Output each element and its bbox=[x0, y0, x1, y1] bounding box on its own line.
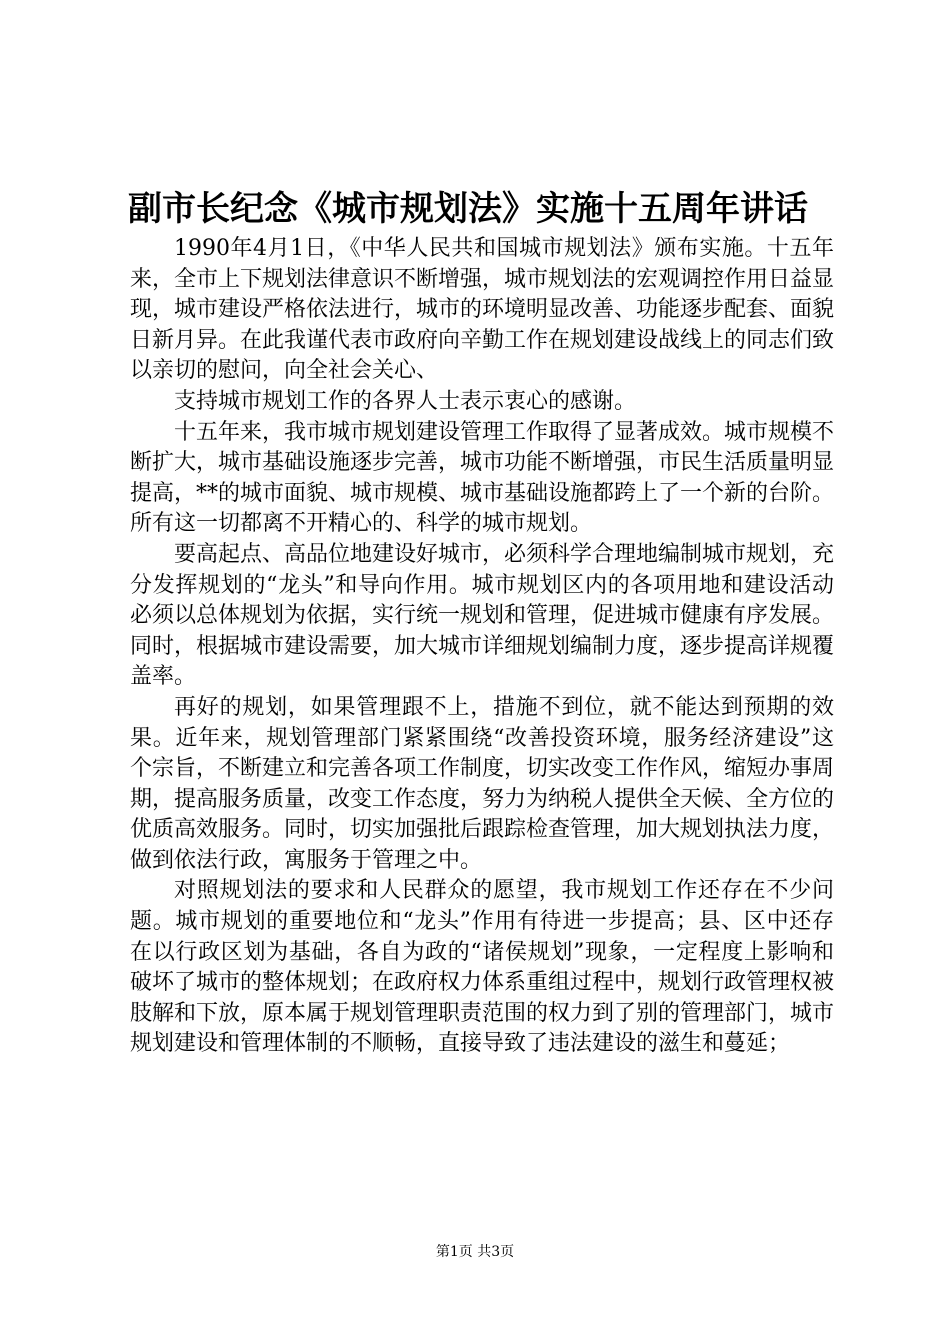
paragraph-1: 1990年4月1日，《中华人民共和国城市规划法》颁布实施。十五年来，全市上下规划法律意识不断增强，城市规划法的宏观调控作用日益显现，城市建设严格依法进行，城市的环境明显改善、功能逐步配套、面貌日新月异。在此我谨代表市政府向辛勤工作在规划建设战线上的同志们致以亲切的慰问，向全社会关心、 bbox=[130, 236, 835, 384]
paragraph-5: 再好的规划，如果管理跟不上，措施不到位，就不能达到预期的效果。近年来，规划管理部门紧紧围绕“改善投资环境，服务经济建设”这个宗旨，不断建立和完善各项工作制度，切实改变工作作风，缩短办事周期，提高服务质量，改变工作态度，努力为纳税人提供全天候、全方位的优质高效服务。同时，切实加强批后跟踪检查管理，加大规划执法力度，做到依法行政，寓服务于管理之中。 bbox=[130, 694, 835, 873]
document-title: 副市长纪念《城市规划法》实施十五周年讲话 bbox=[128, 189, 808, 229]
document-body bbox=[130, 234, 834, 1060]
page-number-footer: 第1页 共3页 bbox=[435, 1244, 515, 1260]
paragraph-3: 十五年来，我市城市规划建设管理工作取得了显著成效。城市规模不断扩大，城市基础设施逐步完善，城市功能不断增强，市民生活质量明显提高，**的城市面貌、城市规模、城市基础设施都跨上了一个新的台阶。所有这一切都离不开精心的、科学的城市规划。 bbox=[130, 419, 835, 537]
paragraph-2: 支持城市规划工作的各界人士表示衷心的感谢。 bbox=[174, 388, 637, 414]
paragraph-4: 要高起点、高品位地建设好城市，必须科学合理地编制城市规划，充分发挥规划的“龙头”和导向作用。城市规划区内的各项用地和建设活动必须以总体规划为依据，实行统一规划和管理，促进城市健康有序发展。同时，根据城市建设需要，加大城市详细规划编制力度，逐步提高详规覆盖率。 bbox=[130, 541, 835, 690]
paragraph-6: 对照规划法的要求和人民群众的愿望，我市规划工作还存在不少问题。城市规划的重要地位和“龙头”作用有待进一步提高；县、区中还存在以行政区划为基础，各自为政的“诸侯规划”现象，一定程度上影响和破坏了城市的整体规划；在政府权力体系重组过程中，规划行政管理权被肢解和下放，原本属于规划管理职责范围的权力到了别的管理部门，城市规划建设和管理体制的不顺畅，直接导致了违法建设的滋生和蔓延； bbox=[130, 878, 835, 1057]
